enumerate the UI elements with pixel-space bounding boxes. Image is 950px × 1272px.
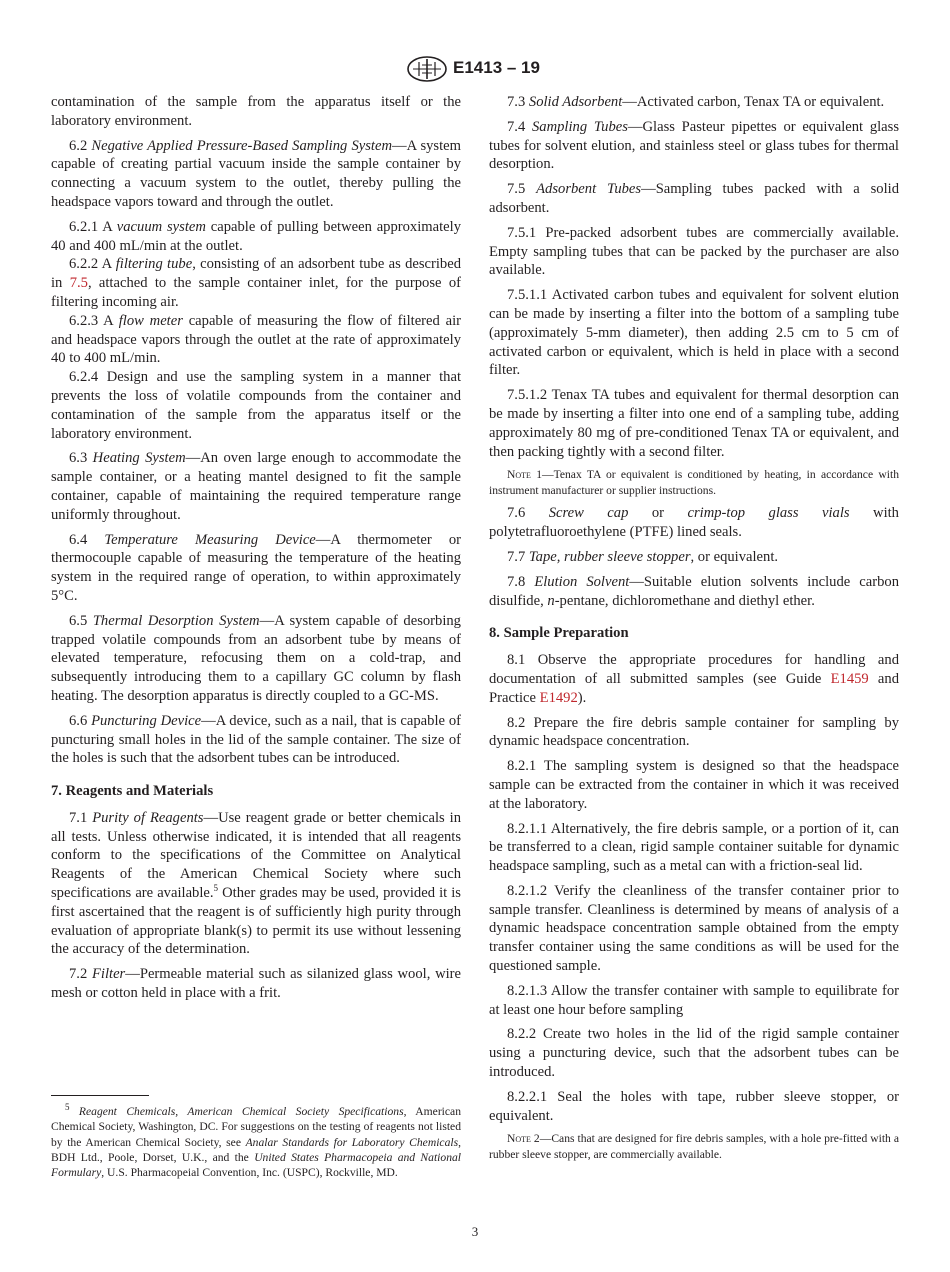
section-7-8: 7.8 Elution Solvent—Suitable elution solvents include carbon disulfide, n-pentane, dichloromethane and diethyl ether.	[489, 573, 899, 609]
section-7-7: 7.7 Tape, rubber sleeve stopper, or equivalent.	[507, 548, 779, 565]
section-7-4: 7.4 Sampling Tubes—Glass Pasteur pipettes or equivalent glass tubes for solvent elution, and stainless steel or glass tubes for thermal desorption.	[489, 118, 900, 173]
section-6-5: 6.5 Thermal Desorption System—A system capable of desorbing trapped volatile compounds from an adsorbent tube by means of elevated temperature, refocusing them on a cold-trap, and subsequently introducing them to a capillary GC column by flash heating. The desorption apparatus is directly coupled to a GC-MS.	[51, 612, 461, 704]
section-6-4: 6.4 Temperature Measuring Device—A thermometer or thermocouple capable of measuring the temperature of the heating system in the required range of operation, to within approximately 5°C.	[51, 531, 462, 604]
section-8-1: 8.1 Observe the appropriate procedures for handling and documentation of all submitted samples (see Guide E1459 and Practice E1492).	[489, 652, 899, 706]
right-column	[489, 93, 899, 1168]
note-1: Note 1—Tenax TA or equivalent is conditioned by heating, in accordance with instrument manufacturer or supplier instructions.	[489, 468, 899, 497]
section-link-7-5[interactable]: 7.5	[69, 275, 88, 292]
section-6-6: 6.6 Puncturing Device—A device, such as a nail, that is capable of puncturing small holes in the lid of the sample container. The size of the holes is such that the adsorbent tubes can be introduced.	[51, 712, 461, 767]
term: Negative Applied Pressure-Based Sampling System	[91, 137, 392, 154]
section-7-5-1-1: 7.5.1.1 Activated carbon tubes and equivalent for solvent elution can be made by inserting a filter into the bottom of a sampling tube (approximately 5-mm diameter), then adding 2.5 cm to 5 cm of activated carbon or equivalent, which is held in place with a second filter.	[489, 287, 899, 379]
footnote: $^5$ Reagent Chemicals, American Chemical Society Specifications, American Chemical Society, Washington, DC. For suggestions on the testing of reagents not listed by the American Chemical Society, see Analar Standards for Laboratory Chemicals, BDH Ltd., Poole, Dorset, U.K., and the United States Pharmacopeia and National Formulary, U.S. Pharmacopeial Convention, Inc. (USPC), Rockville, MD.	[51, 1102, 462, 1180]
section-6-2: 6.2 Negative Applied Pressure-Based Sampling System—A system capable of creating partial vacuum inside the sample container by connecting a vacuum system to the outlet, thereby pulling the headspace vapors toward and through the outlet.	[51, 137, 461, 210]
paragraph: contamination of the sample from the apparatus itself or the laboratory environment.	[51, 94, 461, 129]
section-7-5: 7.5 Adsorbent Tubes—Sampling tubes packed with a solid adsorbent.	[489, 181, 900, 216]
section-7-6: 7.6 Screw cap or crimp-top glass vials with polytetrafluoroethylene (PTFE) lined seals.	[489, 505, 899, 541]
section-8-2-1-2: 8.2.1.2 Verify the cleanliness of the transfer container prior to sample transfer. Cleanliness is determined by means of analysis of a dynamic headspace concentration sample obtained from the empty transfer container using the same conditions as will be used for the questioned sample.	[489, 882, 899, 975]
section-7-2: 7.2 Filter—Permeable material such as silanized glass wool, wire mesh or cotton held in place with a frit.	[51, 966, 461, 1002]
standard-designation: E1413 – 19	[453, 58, 540, 77]
section-8-2-2: 8.2.2 Create two holes in the lid of the rigid sample container using a puncturing device, such that the adsorbent tubes can be introduced.	[489, 1026, 899, 1081]
section-7-1: 7.1 Purity of Reagents—Use reagent grade or better chemicals in all tests. Unless otherwise indicated, it is intended that all reagents conform to the specifications of the Committee on Analytical Reagents of the American Chemical Society where such specifications are available.$^5$ Other grades may be used, provided it is first ascertained that the reagent is of sufficiently high purity through evaluation of appropriate blank(s) to permit its use without lessening the accuracy of the determination.	[51, 809, 461, 958]
section-8-2-1-3: 8.2.1.3 Allow the transfer container with sample to equilibrate for at least one hour before sampling	[489, 982, 899, 1018]
section-8-2-1: 8.2.1 The sampling system is designed so that the headspace sample can be extracted from the container in which it was received at the laboratory.	[489, 758, 899, 812]
footnote-ref[interactable]: 5	[213, 883, 219, 894]
section-7-3: 7.3 Solid Adsorbent—Activated carbon, Tenax TA or equivalent.	[507, 94, 885, 110]
section-heading-7: 7. Reagents and Materials	[51, 783, 214, 800]
link-e1492[interactable]: E1492	[539, 689, 578, 706]
section-6-2-2: 6.2.2 A filtering tube, consisting of an adsorbent tube as described in 7.5, attached to the sample container inlet, for the purpose of filtering incoming air.	[51, 256, 461, 310]
link-e1459[interactable]: E1459	[830, 670, 869, 687]
note-2: Note 2—Cans that are designed for fire debris samples, with a hole pre-fitted with a rubber sleeve stopper, are commercially available.	[489, 1132, 899, 1161]
section-8-2: 8.2 Prepare the fire debris sample container for sampling by dynamic headspace concentration.	[489, 714, 899, 750]
left-column	[51, 93, 461, 1009]
section-heading-8: 8. Sample Preparation	[489, 625, 629, 642]
section-6-2-1: 6.2.1 A vacuum system capable of pulling between approximately 40 and 400 mL/min at the outlet.	[51, 218, 462, 254]
section-7-5-1: 7.5.1 Pre-packed adsorbent tubes are commercially available. Empty sampling tubes that can be packed by the purchaser are also available.	[489, 224, 899, 279]
footnote-divider	[51, 1095, 149, 1096]
section-6-2-4: 6.2.4 Design and use the sampling system in a manner that prevents the loss of volatile compounds from the container and contamination of the sample from the apparatus itself or the laboratory environment.	[51, 369, 461, 442]
astm-logo-icon	[407, 56, 447, 82]
section-8-2-1-1: 8.2.1.1 Alternatively, the fire debris sample, or a portion of it, can be transferred to a clean, rigid sample container suitable for dynamic headspace sampling, such as a metal can with a friction-seal lid.	[489, 820, 899, 875]
section-6-3: 6.3 Heating System—An oven large enough to accommodate the sample container, or a heating mantel designed to fit the sample container, capable of maintaining the required temperature range uniformly throughout.	[51, 450, 461, 523]
page-header	[0, 56, 950, 86]
section-6-2-3: 6.2.3 A flow meter capable of measuring the flow of filtered air and headspace vapors through the outlet at the rate of approximately 40 to 400 mL/min.	[51, 312, 461, 367]
page-number: 3	[471, 1224, 479, 1239]
section-7-5-1-2: 7.5.1.2 Tenax TA tubes and equivalent for thermal desorption can be made by inserting a filter into one end of a sampling tube, adding approximately 80 mg of pre-conditioned Tenax TA or equivalent, and then packing tightly with a second filter.	[489, 387, 899, 460]
section-8-2-2-1: 8.2.2.1 Seal the holes with tape, rubber sleeve stopper, or equivalent.	[489, 1088, 899, 1124]
